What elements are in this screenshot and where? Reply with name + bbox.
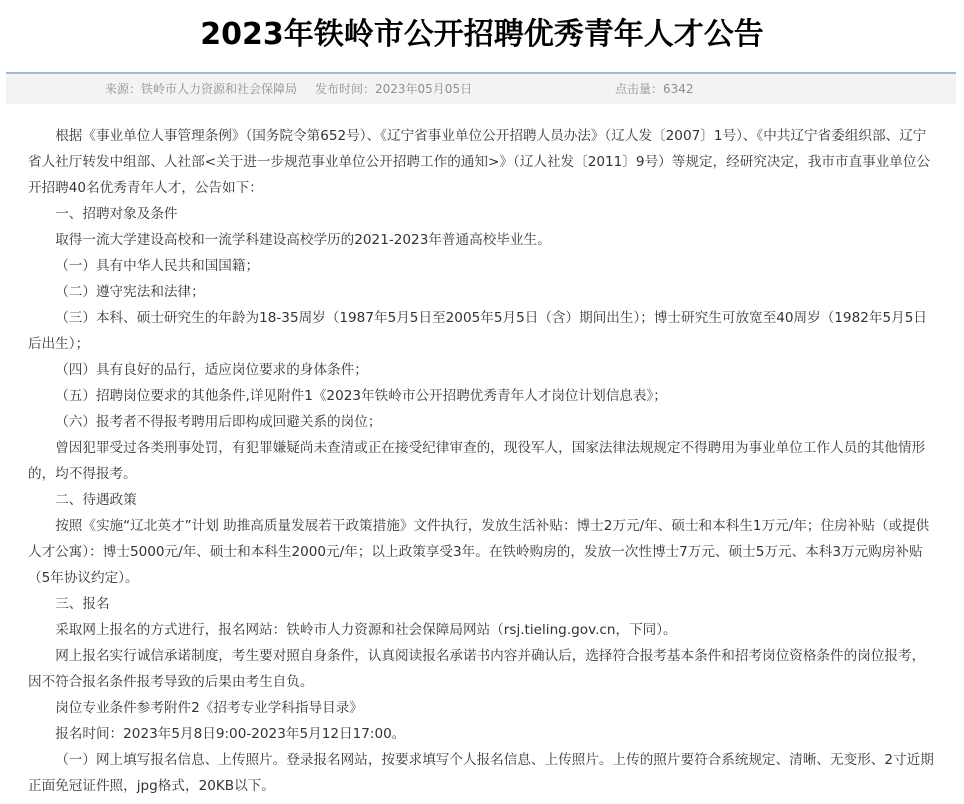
article-title: 2023年铁岭市公开招聘优秀青年人才公告 — [200, 17, 764, 52]
paragraph-integrity: 网上报名实行诚信承诺制度，考生要对照自身条件，认真阅读报名承诺书内容并确认后，选择符合报考基本条件和招考岗位资格条件的岗位报考，因不符合报名条件报考导致的后果由考生自负。 — [28, 648, 926, 690]
condition-item-other: （五）招聘岗位要求的其他条件,详见附件1《2023年铁岭市公开招聘优秀青年人才岗位计划信息表》； — [55, 388, 667, 404]
article-source: 来源：铁岭市人力资源和社会保障局 — [105, 82, 298, 96]
paragraph-online-form: （一）网上填写报名信息、上传照片。登录报名网站，按要求填写个人报名信息、上传照片。上传的照片要符合系统规定、清晰、无变形、2寸近期正面免冠证件照，jpg格式，20KB以下。 — [28, 752, 934, 794]
paragraph-attachment-2: 岗位专业条件参考附件2《招考专业学科指导目录》 — [55, 700, 363, 716]
condition-item-law: （二）遵守宪法和法律； — [55, 284, 205, 300]
paragraph-eligibility: 取得一流大学建设高校和一流学科建设高校学历的2021-2023年普通高校毕业生。 — [55, 232, 551, 248]
condition-item-conduct: （四）具有良好的品行，适应岗位要求的身体条件； — [55, 362, 368, 378]
paragraph-registration-site: 采取网上报名的方式进行，报名网站：铁岭市人力资源和社会保障局网站（rsj.tieling.gov.cn，下同）。 — [55, 622, 677, 638]
article-hit-count: 点击量：6342 — [615, 82, 694, 96]
paragraph-intro: 根据《事业单位人事管理条例》（国务院令第652号）、《辽宁省事业单位公开招聘人员办法》（辽人发〔2007〕1号）、《中共辽宁省委组织部、辽宁省人社厅转发中组部、人社部<关于进一步规范事业单位公开招聘工作的通知>》（辽人社发〔2011〕9号）等规定，经研究决定，我市市直事业单位公开招聘40名优秀青年人才，公告如下： — [28, 128, 931, 196]
section-heading-benefits: 二、待遇政策 — [55, 492, 137, 508]
condition-item-nationality: （一）具有中华人民共和国国籍； — [55, 258, 260, 274]
article-publish-time: 发布时间：2023年05月05日 — [315, 82, 473, 96]
section-heading-recruitment-conditions: 一、招聘对象及条件 — [55, 206, 178, 222]
section-heading-registration: 三、报名 — [55, 596, 110, 612]
article-meta-bar — [6, 72, 956, 104]
article-body — [28, 123, 938, 799]
condition-item-avoidance: （六）报考者不得报考聘用后即构成回避关系的岗位； — [55, 414, 382, 430]
paragraph-benefits: 按照《实施“辽北英才”计划 助推高质量发展若干政策措施》文件执行，发放生活补贴：博士2万元/年、硕士和本科生1万元/年；住房补贴（或提供人才公寓）：博士5000元/年、硕士和本科生2000元/年；以上政策享受3年。在铁岭购房的，发放一次性博士7万元、硕士5万元、本科3万元购房补贴（5年协议约定）。 — [28, 518, 930, 586]
condition-item-age: （三）本科、硕士研究生的年龄为18-35周岁（1987年5月5日至2005年5月5日（含）期间出生）；博士研究生可放宽至40周岁（1982年5月5日后出生）； — [28, 310, 927, 352]
paragraph-registration-time: 报名时间：2023年5月8日9:00-2023年5月12日17:00。 — [55, 726, 406, 742]
paragraph-exclusions: 曾因犯罪受过各类刑事处罚，有犯罪嫌疑尚未查清或正在接受纪律审查的，现役军人，国家法律法规规定不得聘用为事业单位工作人员的其他情形的，均不得报考。 — [28, 440, 926, 482]
